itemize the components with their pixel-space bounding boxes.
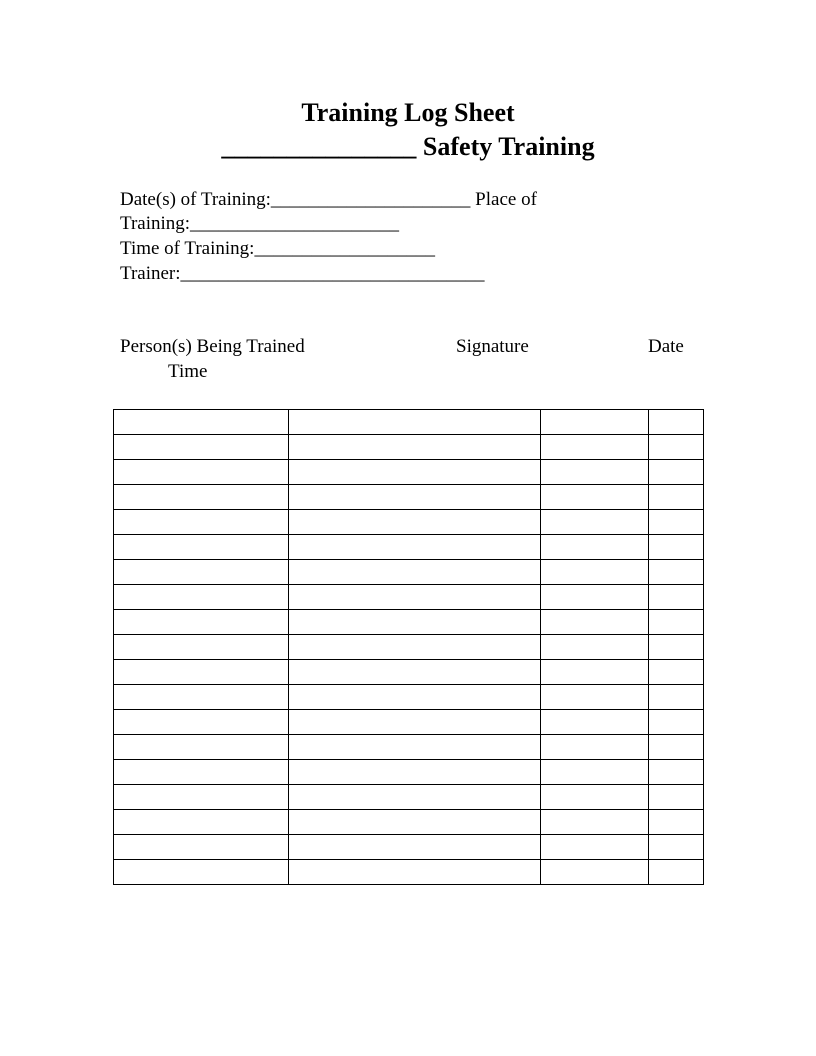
table-row [114, 585, 704, 610]
date-cell [541, 660, 649, 685]
person-cell [114, 410, 289, 435]
person-cell [114, 735, 289, 760]
date-cell [541, 860, 649, 885]
table-row [114, 610, 704, 635]
person-cell [114, 710, 289, 735]
signature-cell [288, 535, 540, 560]
date-cell [541, 410, 649, 435]
table-row [114, 785, 704, 810]
dates-place-field-line: Date(s) of Training:_____________________ Place of [120, 189, 537, 210]
date-cell [541, 735, 649, 760]
signature-cell [288, 510, 540, 535]
signature-cell [288, 735, 540, 760]
time-cell [648, 460, 703, 485]
date-cell [541, 810, 649, 835]
time-cell [648, 860, 703, 885]
time-cell [648, 635, 703, 660]
person-cell [114, 585, 289, 610]
date-cell [541, 510, 649, 535]
table-row [114, 835, 704, 860]
date-cell [541, 610, 649, 635]
date-cell [541, 785, 649, 810]
person-cell [114, 535, 289, 560]
signature-cell [288, 585, 540, 610]
table-row [114, 435, 704, 460]
date-cell [541, 460, 649, 485]
person-cell [114, 610, 289, 635]
time-cell [648, 735, 703, 760]
table-row [114, 485, 704, 510]
time-cell [648, 610, 703, 635]
time-cell [648, 535, 703, 560]
date-cell [541, 760, 649, 785]
table-row [114, 735, 704, 760]
time-cell [648, 760, 703, 785]
time-cell [648, 710, 703, 735]
signature-cell [288, 660, 540, 685]
column-header-time: Time [168, 361, 208, 382]
table-row [114, 860, 704, 885]
person-cell [114, 810, 289, 835]
date-cell [541, 710, 649, 735]
table-row [114, 535, 704, 560]
place-of-training-field-line: Training:______________________ [120, 213, 400, 234]
date-cell [541, 535, 649, 560]
table-row [114, 410, 704, 435]
person-cell [114, 635, 289, 660]
table-row [114, 810, 704, 835]
table-row [114, 510, 704, 535]
person-cell [114, 510, 289, 535]
signature-cell [288, 810, 540, 835]
date-cell [541, 635, 649, 660]
person-cell [114, 860, 289, 885]
training-log-table [113, 409, 704, 885]
time-cell [648, 585, 703, 610]
table-row [114, 710, 704, 735]
time-cell [648, 785, 703, 810]
trainer-field-line: Trainer:________________________________ [120, 263, 485, 284]
time-cell [648, 435, 703, 460]
person-cell [114, 835, 289, 860]
person-cell [114, 460, 289, 485]
date-cell [541, 485, 649, 510]
signature-cell [288, 710, 540, 735]
table-row [114, 460, 704, 485]
time-of-training-field-line: Time of Training:___________________ [120, 238, 435, 259]
signature-cell [288, 485, 540, 510]
signature-cell [288, 835, 540, 860]
column-header-signature: Signature [456, 336, 529, 357]
signature-cell [288, 635, 540, 660]
page-title: Training Log Sheet [301, 98, 515, 127]
signature-cell [288, 435, 540, 460]
table-row [114, 685, 704, 710]
time-cell [648, 410, 703, 435]
signature-cell [288, 860, 540, 885]
table-row [114, 660, 704, 685]
time-cell [648, 685, 703, 710]
date-cell [541, 585, 649, 610]
signature-cell [288, 785, 540, 810]
table-row [114, 560, 704, 585]
person-cell [114, 560, 289, 585]
table-row [114, 760, 704, 785]
person-cell [114, 760, 289, 785]
time-cell [648, 560, 703, 585]
signature-cell [288, 685, 540, 710]
person-cell [114, 435, 289, 460]
signature-cell [288, 760, 540, 785]
date-cell [541, 560, 649, 585]
signature-cell [288, 410, 540, 435]
person-cell [114, 660, 289, 685]
time-cell [648, 810, 703, 835]
column-header-date: Date [648, 336, 684, 357]
time-cell [648, 510, 703, 535]
date-cell [541, 835, 649, 860]
table-row [114, 635, 704, 660]
signature-cell [288, 560, 540, 585]
time-cell [648, 660, 703, 685]
page-subtitle: _______________ Safety Training [221, 132, 595, 161]
column-header-person: Person(s) Being Trained [120, 336, 305, 357]
time-cell [648, 835, 703, 860]
date-cell [541, 685, 649, 710]
person-cell [114, 685, 289, 710]
person-cell [114, 785, 289, 810]
training-log-body [114, 410, 704, 885]
signature-cell [288, 460, 540, 485]
time-cell [648, 485, 703, 510]
signature-cell [288, 610, 540, 635]
person-cell [114, 485, 289, 510]
date-cell [541, 435, 649, 460]
